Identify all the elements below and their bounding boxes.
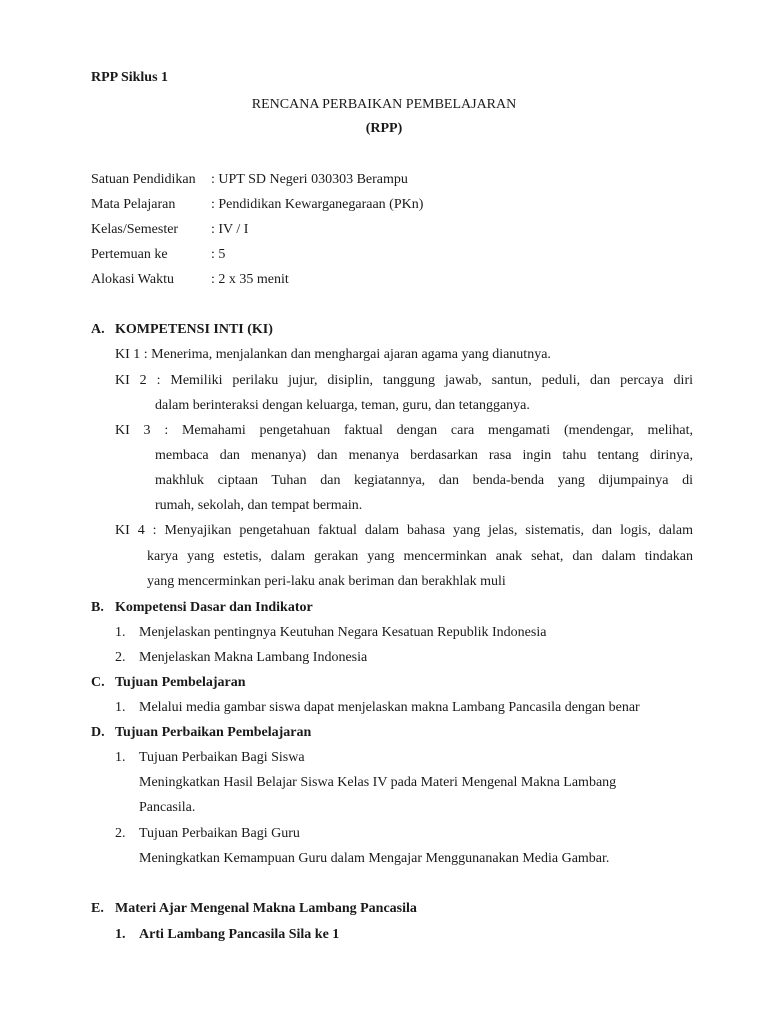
list-number: 1. xyxy=(115,700,126,715)
ki-4-line: KI 4 : Menyajikan pengetahuan faktual dalam bahasa yang jelas, sistematis, dan logis, dalam xyxy=(115,523,693,538)
list-item: Menjelaskan pentingnya Keutuhan Negara Kesatuan Republik Indonesia xyxy=(139,625,547,640)
list-number: 2. xyxy=(115,650,126,665)
section-letter: A. xyxy=(91,322,105,337)
identity-value: : IV / I xyxy=(211,222,249,237)
identity-value: : Pendidikan Kewarganegaraan (PKn) xyxy=(211,197,424,212)
section-heading: Tujuan Pembelajaran xyxy=(115,675,246,690)
identity-value: : 5 xyxy=(211,247,226,262)
section-letter: C. xyxy=(91,675,105,690)
ki-3-line: rumah, sekolah, dan tempat bermain. xyxy=(155,498,363,513)
identity-label: Pertemuan ke xyxy=(91,247,168,262)
section-letter: B. xyxy=(91,600,104,615)
identity-value: : UPT SD Negeri 030303 Berampu xyxy=(211,172,408,187)
ki-4-line: karya yang estetis, dalam gerakan yang mencerminkan anak sehat, dan dalam tindakan xyxy=(147,549,693,564)
ki-3-line: KI 3 : Memahami pengetahuan faktual dengan cara mengamati (mendengar, melihat, xyxy=(115,423,693,438)
section-letter: D. xyxy=(91,725,105,740)
list-item-text: Meningkatkan Hasil Belajar Siswa Kelas IV pada Materi Mengenal Makna Lambang xyxy=(139,775,617,790)
ki-1-text: KI 1 : Menerima, menjalankan dan menghargai ajaran agama yang dianutnya. xyxy=(115,347,551,362)
document-subtitle: (RPP) xyxy=(365,121,403,136)
identity-value: : 2 x 35 menit xyxy=(211,272,289,287)
identity-label: Satuan Pendidikan xyxy=(91,172,196,187)
list-item: Menjelaskan Makna Lambang Indonesia xyxy=(139,650,368,665)
identity-label: Mata Pelajaran xyxy=(91,197,176,212)
section-heading: KOMPETENSI INTI (KI) xyxy=(115,322,273,337)
list-item-title: Tujuan Perbaikan Bagi Guru xyxy=(139,826,300,841)
list-number: 2. xyxy=(115,826,126,841)
list-item-title: Tujuan Perbaikan Bagi Siswa xyxy=(139,750,305,765)
document-title: RENCANA PERBAIKAN PEMBELAJARAN xyxy=(251,97,517,112)
identity-label: Kelas/Semester xyxy=(91,222,179,237)
list-number: 1. xyxy=(115,927,126,942)
ki-2-line: KI 2 : Memiliki perilaku jujur, disiplin, tanggung jawab, santun, peduli, dan percaya diri xyxy=(115,373,693,388)
list-item-text: Pancasila. xyxy=(139,800,196,815)
section-heading: Tujuan Perbaikan Pembelajaran xyxy=(115,725,312,740)
section-heading: Kompetensi Dasar dan Indikator xyxy=(115,600,313,615)
siklus-label: RPP Siklus 1 xyxy=(91,70,169,85)
list-item-text: Meningkatkan Kemampuan Guru dalam Mengajar Menggunanakan Media Gambar. xyxy=(139,851,610,866)
list-item: Melalui media gambar siswa dapat menjelaskan makna Lambang Pancasila dengan benar xyxy=(139,700,640,715)
list-number: 1. xyxy=(115,750,126,765)
identity-label: Alokasi Waktu xyxy=(91,272,174,287)
list-number: 1. xyxy=(115,625,126,640)
sub-heading: Arti Lambang Pancasila Sila ke 1 xyxy=(139,927,340,942)
ki-2-line: dalam berinteraksi dengan keluarga, teman, guru, dan tetangganya. xyxy=(155,398,530,413)
ki-3-line: makhluk ciptaan Tuhan dan kegiatannya, dan benda-benda yang dijumpainya di xyxy=(155,473,693,488)
ki-4-line: yang mencerminkan peri-laku anak beriman dan berakhlak muli xyxy=(147,574,506,589)
ki-3-line: membaca dan menanya) dan menanya berdasarkan rasa ingin tahu tentang dirinya, xyxy=(155,448,693,463)
section-letter: E. xyxy=(91,901,104,916)
section-heading: Materi Ajar Mengenal Makna Lambang Pancasila xyxy=(115,901,417,916)
